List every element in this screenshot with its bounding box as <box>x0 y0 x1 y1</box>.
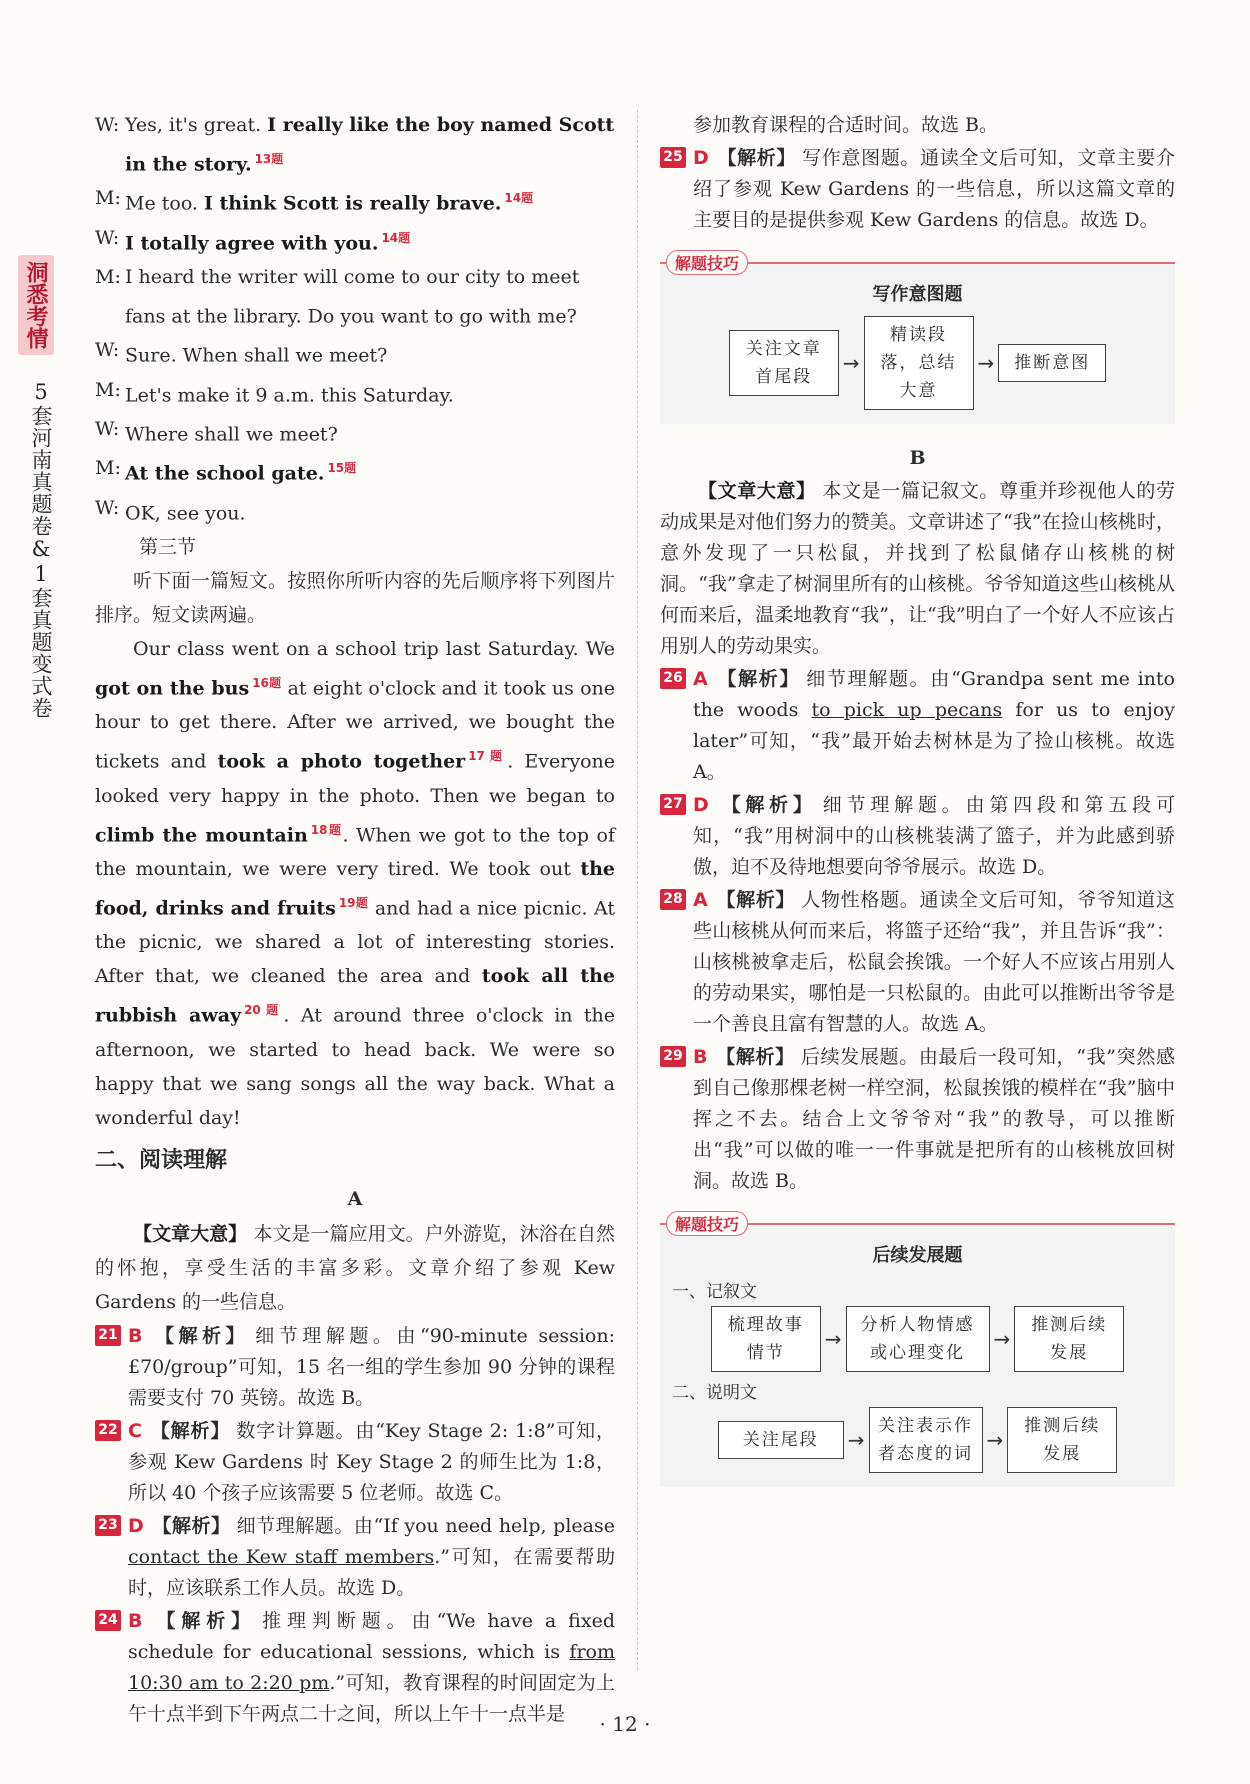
arrow-right-icon: → <box>977 351 995 375</box>
sub-label-expository: 二、说明文 <box>672 1383 757 1403</box>
tip-label: 解题技巧 <box>666 250 748 275</box>
speaker-label: M: <box>95 187 121 210</box>
dialogue-line: W: Sure. When shall we meet? <box>95 333 615 372</box>
dialogue-line: W: I totally agree with you. $^{14题}$ <box>95 221 615 260</box>
column-divider <box>637 110 638 1670</box>
flow-box: 关注文章首尾段 <box>729 330 839 396</box>
dialogue-line: W: Where shall we meet? <box>95 412 615 451</box>
speaker-label: M: <box>95 378 121 401</box>
flow-narrative <box>672 1306 1163 1372</box>
dialogue-line: M: Me too. I think Scott is really brave. $^{14题}$ <box>95 181 615 220</box>
flow-box: 推测后续发展 <box>1007 1407 1117 1473</box>
answer-24-continued: 参加教育课程的合适时间。故选 B。 <box>693 114 999 136</box>
question-tag: 14题 <box>381 230 411 245</box>
flow-box: 关注表示作者态度的词 <box>869 1407 983 1473</box>
flow-box: 推测后续发展 <box>1014 1306 1124 1372</box>
flow-box: 分析人物情感或心理变化 <box>846 1306 990 1372</box>
left-column <box>95 108 615 1730</box>
dialogue-line: M: I heard the writer will come to our city to meet fans at the library. Do you want to go with me? <box>95 260 615 333</box>
page-number: · 12 · <box>599 1712 651 1736</box>
arrow-right-icon: → <box>993 1327 1011 1351</box>
answer-28: 28 A 【解析】 人物性格题。通读全文后可知，爷爷知道这些山核桃从何而来后，将篮子还给“我”，并且告诉“我”：山核桃被拿走后，松鼠会挨饿。一个好人不应该占用别人的劳动果实，哪怕是一只松鼠的。由此可以推断出爷爷是一个善良且富有智慧的人。故选 A。 <box>660 885 1175 1040</box>
section3-instruction: 听下面一篇短文。按照你所听内容的先后顺序将下列图片排序。短文读两遍。 <box>95 569 615 626</box>
tip-box-continuation <box>660 1215 1175 1487</box>
summary-b: 【文章大意】 本文是一篇记叙文。尊重并珍视他人的劳动成果是对他们努力的赞美。文章讲述了“我”在捡山核桃时，意外发现了一只松鼠，并找到了松鼠储存山核桃的树洞。“我”拿走了树洞里所有的山核桃。爷爷知道这些山核桃从何而来后，温柔地教育“我”，让“我”明白了一个好人不应该占用别人的劳动果实。 <box>660 480 1175 657</box>
dialogue-line: M: At the school gate. $^{15题}$ <box>95 451 615 490</box>
reading-section-title: 二、阅读理解 <box>95 1147 228 1173</box>
answer-21: 21 B 【解析】 细节理解题。由“90-minute session: £70/group”可知，15 名一组的学生参加 90 分钟的课程需要支付 70 英镑。故选 B。 <box>95 1321 615 1414</box>
question-tag: 14题 <box>504 191 534 206</box>
answer-26: 26 A 【解析】 细节理解题。由“Grandpa sent me into the woods to pick up pecans for us to enjoy later”可知，“我”最开始去树林是为了捡山核桃。故选 A。 <box>660 664 1175 788</box>
side-book-title: 5套河南真题卷&1套真题变式卷 <box>29 380 53 719</box>
speaker-label: W: <box>95 339 120 362</box>
arrow-right-icon: → <box>842 351 860 375</box>
dialogue <box>95 108 615 530</box>
flow-box: 关注尾段 <box>718 1421 844 1459</box>
answer-25: 25 D 【解析】 写作意图题。通读全文后可知，文章主要介绍了参观 Kew Gardens 的一些信息，所以这篇文章的主要目的是提供参观 Kew Gardens 的信息。故选 D。 <box>660 143 1175 236</box>
arrow-right-icon: → <box>824 1327 842 1351</box>
dialogue-line: W: OK, see you. <box>95 491 615 530</box>
section3-title: 第三节 <box>139 535 197 558</box>
flow-box: 推断意图 <box>998 344 1106 382</box>
summary-a: 【文章大意】 本文是一篇应用文。户外游览，沐浴在自然的怀抱，享受生活的丰富多彩。文章介绍了参观 Kew Gardens 的一些信息。 <box>95 1222 615 1313</box>
tip-label: 解题技巧 <box>666 1211 748 1236</box>
answer-29: 29 B 【解析】 后续发展题。由最后一段可知，“我”突然感到自己像那棵老树一样空洞，松鼠挨饿的模样在“我”脑中挥之不去。结合上文爷爷对“我”的教导，可以推断出“我”可以做的唯一一件事就是把所有的山核桃放回树洞。故选 B。 <box>660 1042 1175 1197</box>
answer-22: 22 C 【解析】 数字计算题。由“Key Stage 2: 1:8”可知，参观 Kew Gardens 时 Key Stage 2 的师生比为 1:8，所以 40 个孩子应该需要 5 位老师。故选 C。 <box>95 1416 615 1509</box>
part-b-heading: B <box>909 447 926 469</box>
question-tag: 15题 <box>327 461 357 476</box>
answer-24: 24 B 【解析】 推理判断题。由“We have a fixed schedule for educational sessions, which is from 10:30 am to 2:20 pm.”可知，教育课程的时间固定为上午十点半到下午两点二十之间，所以上午十一点半是 <box>95 1606 615 1730</box>
question-tag: 13题 <box>254 152 284 166</box>
arrow-right-icon: → <box>986 1428 1004 1452</box>
tip-title: 写作意图题 <box>872 284 963 305</box>
speaker-label: W: <box>95 417 120 440</box>
listening-passage: Our class went on a school trip last Saturday. We got on the bus $^{16题}$ at eight o'clock and it took us one hour to get there. After we arrived, we bought the tickets and took a photo together $^{17题}$. Everyone looked very happy in the photo. Then we began to climb the mountain $^{18题}$. When we got to the top of the mountain, we were very tired. We took out the food, drinks and fruits $^{19题}$ and had a nice picnic. At the picnic, we shared a lot of interesting stories. After that, we cleaned the area and took all the rubbish away $^{20题}$. At around three o'clock in the afternoon, we started to head back. We were so happy that we sang songs all the way back. What a wonderful day! <box>95 637 615 1129</box>
speaker-label: W: <box>95 226 120 249</box>
speaker-label: W: <box>95 114 120 136</box>
speaker-label: M: <box>95 265 121 288</box>
speaker-label: W: <box>95 496 120 519</box>
flow-writing-intent <box>672 316 1163 410</box>
side-tab: 洞悉考情 <box>18 255 54 355</box>
speaker-label: M: <box>95 457 121 480</box>
dialogue-line: M: Let's make it 9 a.m. this Saturday. <box>95 373 615 412</box>
answer-27: 27 D 【解析】 细节理解题。由第四段和第五段可知，“我”用树洞中的山核桃装满了篮子，并为此感到骄傲，迫不及待地想要向爷爷展示。故选 D。 <box>660 790 1175 883</box>
dialogue-line: W: Yes, it's great. I really like the boy named Scott in the story. $^{13题}$ <box>95 108 615 181</box>
flow-box: 精读段落，总结大意 <box>864 316 974 410</box>
right-column <box>660 108 1175 1503</box>
part-a-heading: A <box>347 1187 363 1210</box>
sub-label-narrative: 一、记叙文 <box>672 1282 757 1302</box>
tip-title: 后续发展题 <box>872 1245 963 1266</box>
flow-box: 梳理故事情节 <box>711 1306 821 1372</box>
flow-expository <box>672 1407 1163 1473</box>
tip-box-writing-intent <box>660 254 1175 424</box>
answer-23: 23 D 【解析】 细节理解题。由“If you need help, please contact the Kew staff members.”可知，在需要帮助时，应该联系工作人员。故选 D。 <box>95 1511 615 1604</box>
arrow-right-icon: → <box>847 1428 865 1452</box>
